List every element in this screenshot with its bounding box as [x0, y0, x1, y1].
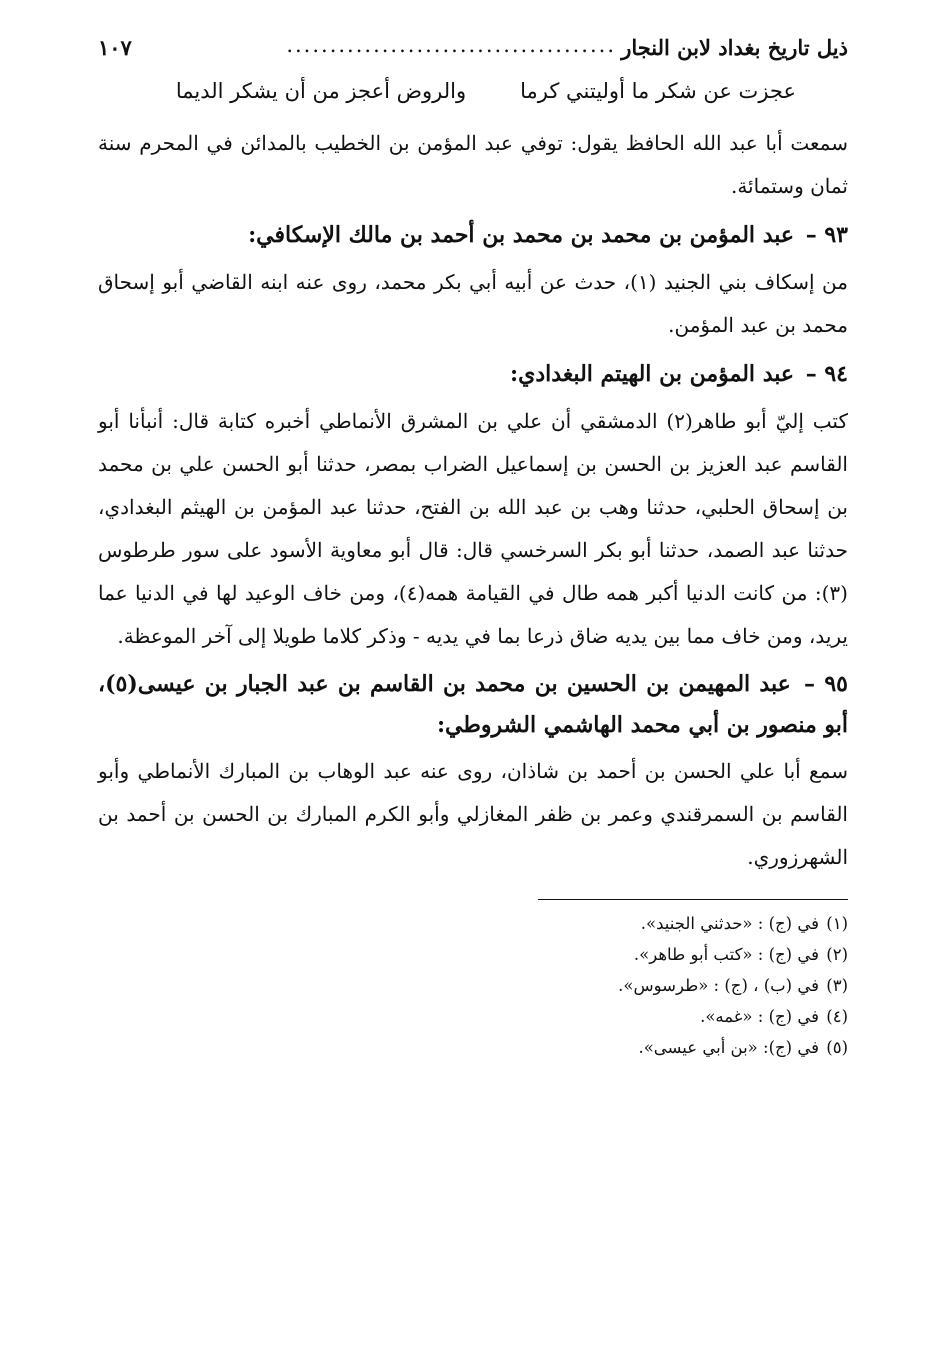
verse-second-hemistich: والروض أعجز من أن يشكر الديما: [175, 79, 467, 103]
footnote-text: في (ج) : «كتب أبو طاهر».: [633, 945, 819, 964]
paragraph-entry-95: سمع أبا علي الحسن بن أحمد بن شاذان، روى عنه عبد الوهاب بن المبارك الأنماطي وأبو القاسم بن السمرقندي وعمر بن ظفر المغازلي وأبو الكرم المبارك بن الحسن بن أحمد بن الشهرزوري.: [98, 759, 848, 869]
footnote-text: في (ب) ، (ج) : «طرسوس».: [618, 976, 819, 995]
footnote-text: في (ج) : «حدثني الجنيد».: [640, 914, 819, 933]
entry-heading-93: [98, 214, 848, 257]
poetry-verse: [98, 68, 796, 116]
footnote-number: (٥): [826, 1038, 848, 1057]
paragraph-entry-93: من إسكاف بني الجنيد (١)، حدث عن أبيه أبي بكر محمد، روى عنه ابنه القاضي أبو إسحاق محمد بن عبد المؤمن.: [98, 270, 848, 337]
entry-title-95: عبد المهيمن بن الحسين بن محمد بن القاسم بن عبد الجبار بن عيسى(٥)، أبو منصور بن أبي محمد الهاشمي الشروطي:: [98, 671, 848, 738]
footnote-item: [98, 1001, 848, 1032]
verse-first-hemistich: عجزت عن شكر ما أوليتني كرما: [520, 79, 796, 103]
running-head-title: ذيل تاريخ بغداد لابن النجار: [621, 35, 848, 60]
footnote-item: [98, 939, 848, 970]
entry-heading-95: [98, 664, 848, 746]
footnote-text: في (ج) : «غمه».: [700, 1007, 819, 1026]
entry-number-94: ٩٤ –: [805, 361, 848, 387]
paragraph-entry-94: كتب إليّ أبو طاهر(٢) الدمشقي أن علي بن المشرق الأنماطي أخبره كتابة قال: أنبأنا أبو القاسم عبد العزيز بن الحسن بن إسماعيل الضراب بمصر، حدثنا أبو الحسن علي بن محمد بن إسحاق الحلبي، حدثنا وهب بن عبد الله بن الفتح، حدثنا عبد المؤمن بن الهيثم البغدادي، حدثنا عبد الصمد، حدثنا أبو بكر السرخسي قال: قال أبو معاوية الأسود على سور طرطوس (٣): من كانت الدنيا أكبر همه طال في القيامة همه(٤)، ومن خاف الوعيد لها في الدنيا عما يريد، ومن خاف مما بين يديه ضاق ذرعا بما في يديه - وذكر كلاما طويلا إلى آخر الموعظة.: [98, 409, 848, 648]
running-head: [98, 28, 848, 68]
paragraph-death-report: سمعت أبا عبد الله الحافظ يقول: توفي عبد المؤمن بن الخطيب بالمدائن في المحرم سنة ثمان وستمائة.: [98, 131, 848, 198]
footnote-number: (٤): [826, 1007, 848, 1026]
footnote-item: [98, 970, 848, 1001]
footnote-number: (١): [826, 914, 848, 933]
book-page: [98, 28, 848, 1063]
footnote-item: [98, 908, 848, 939]
footnote-number: (٢): [826, 945, 848, 964]
footnote-item: [98, 1032, 848, 1063]
page-number: ١٠٧: [98, 35, 132, 60]
footnote-number: (٣): [826, 976, 848, 995]
entry-title-94: عبد المؤمن بن الهيتم البغدادي:: [510, 361, 795, 387]
footnotes-list: [98, 908, 848, 1063]
running-head-leader-dots: ......................................: [286, 33, 616, 57]
entry-heading-94: [98, 353, 848, 396]
entry-number-95: ٩٥ –: [804, 671, 848, 697]
entry-number-93: ٩٣ –: [805, 222, 848, 248]
footnote-separator-rule: [538, 899, 848, 900]
footnote-text: في (ج): «بن أبي عيسى».: [638, 1038, 819, 1057]
entry-title-93: عبد المؤمن بن محمد بن محمد بن أحمد بن مالك الإسكافي:: [248, 222, 795, 248]
